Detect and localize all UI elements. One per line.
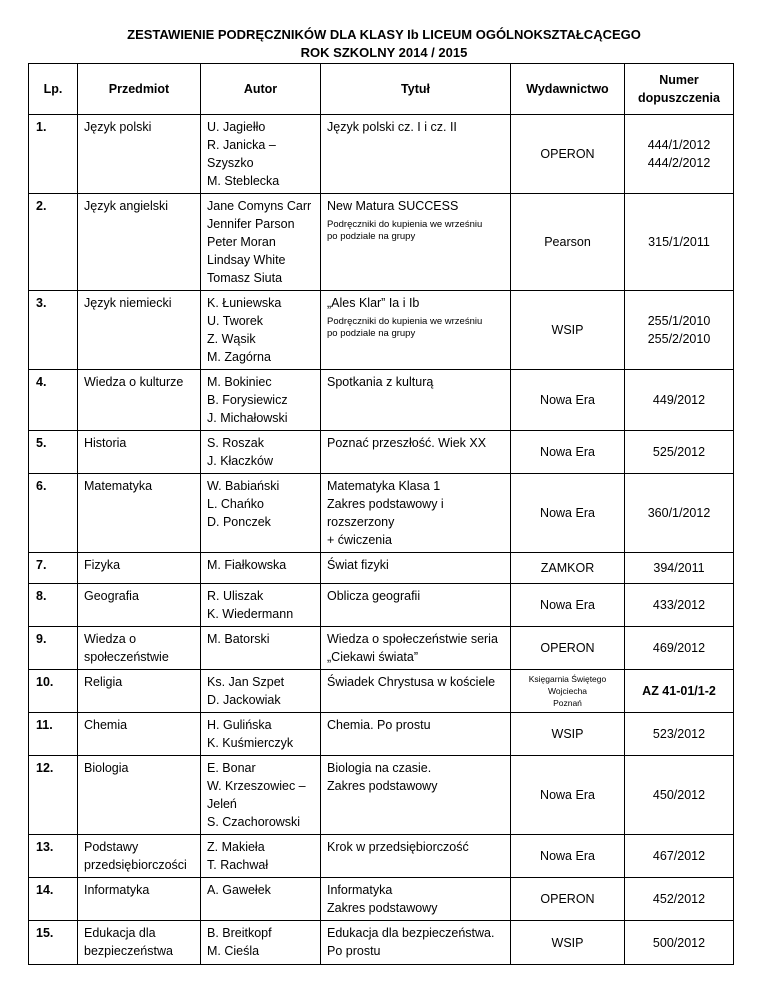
row-przedmiot: Fizyka [78, 553, 201, 584]
autor-line: U. Tworek [207, 314, 264, 328]
tytul-line: Zakres podstawowy i [327, 497, 444, 511]
autor-line: Ks. Jan Szpet [207, 675, 285, 689]
row-autor [201, 713, 321, 756]
autor-line: J. Kłaczków [207, 454, 273, 468]
row-tytul [321, 474, 511, 553]
autor-line: E. Bonar [207, 761, 256, 775]
tytul-line: Świadek Chrystusa w kościele [327, 675, 496, 689]
row-tytul [321, 670, 511, 713]
row-autor [201, 370, 321, 431]
autor-line: Szyszko [207, 156, 254, 170]
tytul-line: Poznać przeszłość. Wiek XX [327, 436, 487, 450]
przedmiot-line: przedsiębiorczości [84, 858, 187, 872]
autor-line: U. Jagiełło [207, 120, 266, 134]
row-wydawnictwo: ZAMKOR [511, 553, 625, 584]
header-numer-line1: Numer [659, 73, 699, 87]
przedmiot-line: Wiedza o [84, 632, 137, 646]
autor-line: M. Bokiniec [207, 375, 272, 389]
row-przedmiot: Matematyka [78, 474, 201, 553]
row-wydawnictwo: WSIP [511, 921, 625, 965]
row-przedmiot: Chemia [78, 713, 201, 756]
row-przedmiot: Język polski [78, 115, 201, 194]
row-lp: 12. [29, 756, 78, 835]
tytul-line: New Matura SUCCESS [327, 199, 459, 213]
row-lp: 6. [29, 474, 78, 553]
header-tytul: Tytuł [321, 64, 511, 115]
header-lp: Lp. [29, 64, 78, 115]
row-wydawnictwo: Nowa Era [511, 835, 625, 878]
autor-line: R. Uliszak [207, 589, 264, 603]
table-row [29, 584, 734, 627]
tytul-line: Chemia. Po prostu [327, 718, 431, 732]
row-tytul [321, 835, 511, 878]
autor-line: L. Chańko [207, 497, 264, 511]
row-tytul [321, 713, 511, 756]
textbook-table [28, 63, 734, 965]
table-row [29, 878, 734, 921]
row-lp: 7. [29, 553, 78, 584]
note-line: Podręczniki do kupienia we wrześniu [327, 316, 483, 327]
table-row [29, 627, 734, 670]
tytul-line: Oblicza geografii [327, 589, 421, 603]
row-lp: 1. [29, 115, 78, 194]
row-numer [625, 627, 734, 670]
row-numer [625, 584, 734, 627]
row-tytul [321, 627, 511, 670]
numer-line: 452/2012 [652, 892, 706, 906]
table-row [29, 756, 734, 835]
tytul-line: Zakres podstawowy [327, 779, 438, 793]
header-wydawnictwo: Wydawnictwo [511, 64, 625, 115]
row-lp: 10. [29, 670, 78, 713]
autor-line: M. Cieśla [207, 944, 260, 958]
row-przedmiot [78, 921, 201, 965]
wydawnictwo-line: Poznań [553, 698, 582, 708]
table-header-row [29, 64, 734, 115]
row-wydawnictwo: Pearson [511, 194, 625, 291]
header-numer-line2: dopuszczenia [638, 91, 720, 105]
numer-line: AZ 41-01/1-2 [642, 684, 716, 698]
row-numer [625, 194, 734, 291]
table-row [29, 474, 734, 553]
row-przedmiot: Religia [78, 670, 201, 713]
row-numer [625, 921, 734, 965]
tytul-line: Matematyka Klasa 1 [327, 479, 441, 493]
document-subtitle: ROK SZKOLNY 2014 / 2015 [300, 45, 468, 60]
numer-line: 467/2012 [652, 849, 706, 863]
tytul-line: Edukacja dla bezpieczeństwa. [327, 926, 495, 940]
row-tytul [321, 553, 511, 584]
row-numer [625, 115, 734, 194]
row-przedmiot [78, 835, 201, 878]
row-numer [625, 553, 734, 584]
tytul-line: Po prostu [327, 944, 381, 958]
table-row [29, 291, 734, 370]
numer-line: 444/1/2012 [647, 138, 711, 152]
row-lp: 8. [29, 584, 78, 627]
row-autor [201, 835, 321, 878]
row-lp: 14. [29, 878, 78, 921]
wydawnictwo-line: Księgarnia Świętego [528, 674, 607, 684]
row-tytul [321, 878, 511, 921]
autor-line: A. Gawełek [207, 883, 271, 897]
row-autor [201, 756, 321, 835]
tytul-line: Świat fizyki [327, 558, 389, 572]
row-lp: 15. [29, 921, 78, 965]
przedmiot-line: bezpieczeństwa [84, 944, 173, 958]
row-wydawnictwo: Nowa Era [511, 756, 625, 835]
table-row [29, 431, 734, 474]
row-lp: 13. [29, 835, 78, 878]
autor-line: J. Michałowski [207, 411, 288, 425]
autor-line: K. Wiedermann [207, 607, 294, 621]
row-autor [201, 115, 321, 194]
numer-line: 469/2012 [652, 641, 706, 655]
autor-line: Jane Comyns Carr [207, 199, 312, 213]
autor-line: D. Jackowiak [207, 693, 281, 707]
row-tytul [321, 291, 511, 370]
autor-line: M. Fiałkowska [207, 558, 287, 572]
row-numer [625, 291, 734, 370]
row-autor [201, 627, 321, 670]
row-wydawnictwo: OPERON [511, 627, 625, 670]
autor-line: R. Janicka – [207, 138, 276, 152]
numer-line: 444/2/2012 [647, 156, 711, 170]
header-autor: Autor [201, 64, 321, 115]
tytul-line: Informatyka [327, 883, 393, 897]
row-autor [201, 291, 321, 370]
row-wydawnictwo: OPERON [511, 115, 625, 194]
row-lp: 11. [29, 713, 78, 756]
numer-line: 360/1/2012 [647, 506, 711, 520]
autor-line: B. Breitkopf [207, 926, 272, 940]
autor-line: K. Łuniewska [207, 296, 282, 310]
autor-line: D. Ponczek [207, 515, 271, 529]
row-autor [201, 431, 321, 474]
row-lp: 3. [29, 291, 78, 370]
row-wydawnictwo: Nowa Era [511, 370, 625, 431]
numer-line: 394/2011 [653, 561, 705, 575]
row-numer [625, 670, 734, 713]
tytul-line: Zakres podstawowy [327, 901, 438, 915]
tytul-line: rozszerzony [327, 515, 395, 529]
tytul-line: Biologia na czasie. [327, 761, 432, 775]
row-numer [625, 431, 734, 474]
autor-line: S. Czachorowski [207, 815, 301, 829]
numer-line: 450/2012 [652, 788, 706, 802]
autor-line: M. Steblecka [207, 174, 280, 188]
row-przedmiot: Język niemiecki [78, 291, 201, 370]
row-przedmiot: Wiedza o kulturze [78, 370, 201, 431]
row-autor [201, 878, 321, 921]
table-row [29, 835, 734, 878]
wydawnictwo-line: Wojciecha [547, 686, 588, 696]
row-tytul [321, 370, 511, 431]
autor-line: Peter Moran [207, 235, 276, 249]
row-przedmiot: Język angielski [78, 194, 201, 291]
row-wydawnictwo: WSIP [511, 713, 625, 756]
table-row [29, 194, 734, 291]
autor-line: T. Rachwał [207, 858, 269, 872]
row-numer [625, 835, 734, 878]
numer-line: 523/2012 [652, 727, 706, 741]
row-tytul [321, 115, 511, 194]
note-line: po podziale na grupy [327, 231, 416, 242]
numer-line: 433/2012 [652, 598, 706, 612]
row-lp: 5. [29, 431, 78, 474]
row-przedmiot [78, 627, 201, 670]
autor-line: M. Batorski [207, 632, 270, 646]
autor-line: S. Roszak [207, 436, 264, 450]
row-przedmiot: Historia [78, 431, 201, 474]
row-wydawnictwo: WSIP [511, 291, 625, 370]
tytul-line: „Ciekawi świata” [327, 650, 418, 664]
przedmiot-line: społeczeństwie [84, 650, 169, 664]
autor-line: Jeleń [207, 797, 237, 811]
autor-line: Jennifer Parson [207, 217, 295, 231]
table-row [29, 670, 734, 713]
table-body [29, 115, 734, 965]
row-autor [201, 474, 321, 553]
autor-line: W. Krzeszowiec – [207, 779, 306, 793]
table-row [29, 921, 734, 965]
header-przedmiot: Przedmiot [78, 64, 201, 115]
row-autor [201, 553, 321, 584]
tytul-line: Język polski cz. I i cz. II [327, 120, 457, 134]
row-autor [201, 584, 321, 627]
autor-line: Z. Makieła [207, 840, 265, 854]
przedmiot-line: Edukacja dla [84, 926, 156, 940]
numer-line: 315/1/2011 [648, 235, 710, 249]
row-numer [625, 713, 734, 756]
row-tytul [321, 756, 511, 835]
row-numer [625, 756, 734, 835]
row-wydawnictwo: Nowa Era [511, 474, 625, 553]
row-numer [625, 370, 734, 431]
row-numer [625, 474, 734, 553]
autor-line: H. Gulińska [207, 718, 272, 732]
note-line: Podręczniki do kupienia we wrześniu [327, 219, 483, 230]
row-tytul [321, 431, 511, 474]
note-line: po podziale na grupy [327, 328, 416, 339]
tytul-line: + ćwiczenia [327, 533, 392, 547]
table-row [29, 553, 734, 584]
row-autor [201, 194, 321, 291]
autor-line: Z. Wąsik [207, 332, 256, 346]
table-row [29, 713, 734, 756]
tytul-line: Spotkania z kulturą [327, 375, 434, 389]
numer-line: 500/2012 [652, 935, 706, 950]
autor-line: Lindsay White [207, 253, 286, 267]
tytul-line: „Ales Klar” Ia i Ib [327, 296, 420, 310]
row-wydawnictwo: Nowa Era [511, 584, 625, 627]
numer-line: 525/2012 [652, 445, 706, 459]
row-przedmiot: Geografia [78, 584, 201, 627]
autor-line: Tomasz Siuta [207, 271, 283, 285]
row-tytul [321, 584, 511, 627]
autor-line: K. Kuśmierczyk [207, 736, 294, 750]
numer-line: 449/2012 [652, 393, 706, 407]
tytul-line: Wiedza o społeczeństwie seria [327, 632, 498, 646]
row-wydawnictwo: Nowa Era [511, 431, 625, 474]
table-row [29, 370, 734, 431]
row-lp: 9. [29, 627, 78, 670]
row-tytul [321, 921, 511, 965]
row-tytul [321, 194, 511, 291]
autor-line: M. Zagórna [207, 350, 271, 364]
przedmiot-line: Podstawy [84, 840, 139, 854]
row-autor [201, 670, 321, 713]
row-note [327, 219, 504, 243]
row-lp: 2. [29, 194, 78, 291]
header-numer [625, 64, 734, 115]
row-przedmiot: Biologia [78, 756, 201, 835]
autor-line: W. Babiański [207, 479, 280, 493]
tytul-line: Krok w przedsiębiorczość [327, 840, 469, 854]
row-wydawnictwo: OPERON [511, 878, 625, 921]
row-numer [625, 878, 734, 921]
numer-line: 255/1/2010 [647, 314, 711, 328]
row-przedmiot: Informatyka [78, 878, 201, 921]
document-title: ZESTAWIENIE PODRĘCZNIKÓW DLA KLASY Ib LICEUM OGÓLNOKSZTAŁCĄCEGO [127, 27, 641, 42]
row-lp: 4. [29, 370, 78, 431]
row-note [327, 316, 504, 340]
row-wydawnictwo [511, 670, 625, 713]
row-autor [201, 921, 321, 965]
autor-line: B. Forysiewicz [207, 393, 288, 407]
numer-line: 255/2/2010 [647, 332, 711, 346]
table-row [29, 115, 734, 194]
